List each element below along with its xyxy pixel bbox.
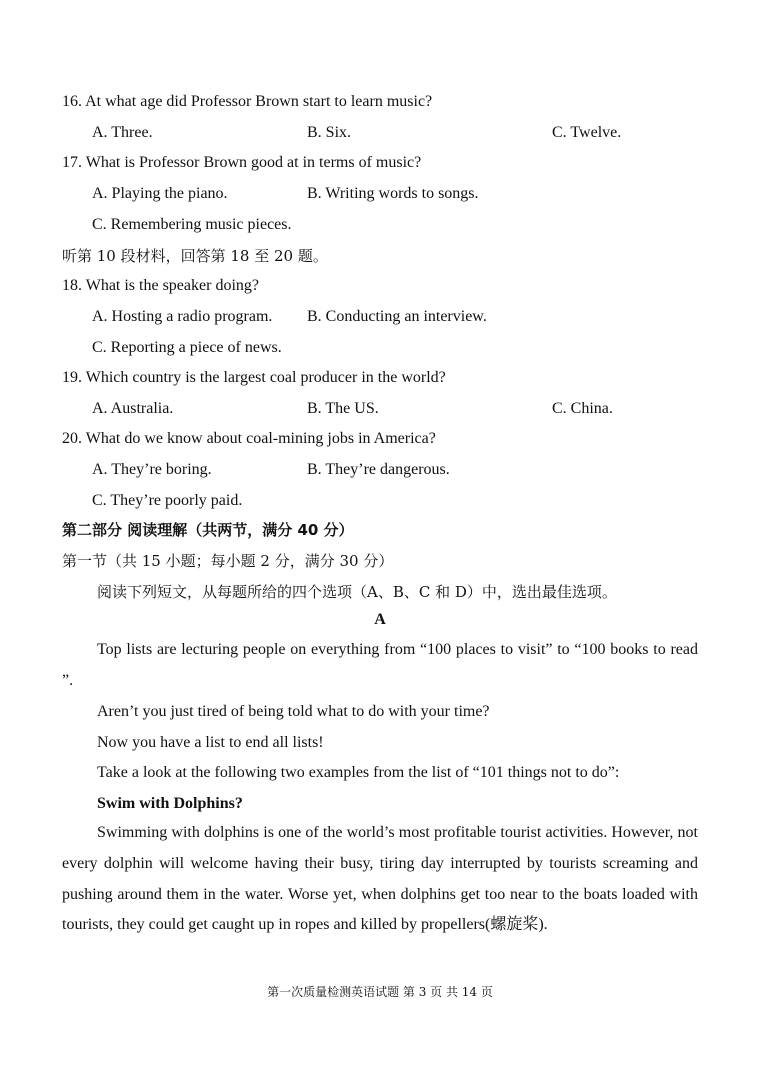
question-16-options bbox=[0, 123, 760, 143]
question-19-options bbox=[0, 399, 760, 419]
section-one-title: 第一节（共 15 小题；每小题 2 分，满分 30 分） bbox=[62, 552, 394, 570]
q18-option-b: B. Conducting an interview. bbox=[307, 308, 487, 325]
q17-option-b: B. Writing words to songs. bbox=[307, 185, 479, 202]
question-16-stem: 16. At what age did Professor Brown start to learn music? bbox=[62, 93, 433, 110]
question-18-stem: 18. What is the speaker doing? bbox=[62, 277, 259, 294]
reading-instruction: 阅读下列短文，从每题所给的四个选项（A、B、C 和 D）中，选出最佳选项。 bbox=[97, 583, 617, 601]
question-17-options-row1 bbox=[0, 184, 760, 204]
passage-paragraph-1: Top lists are lecturing people on everything from “100 places to visit” to “100 books to read ”. bbox=[62, 641, 698, 689]
passage-letter: A bbox=[374, 611, 386, 628]
listening-instruction-10: 听第 10 段材料，回答第 18 至 20 题。 bbox=[62, 247, 328, 265]
passage-subheading: Swim with Dolphins? bbox=[97, 795, 243, 812]
q19-option-c: C. China. bbox=[552, 400, 613, 417]
q20-option-c: C. They’re poorly paid. bbox=[92, 492, 243, 509]
q16-option-c: C. Twelve. bbox=[552, 124, 622, 141]
question-17-stem: 17. What is Professor Brown good at in terms of music? bbox=[62, 154, 422, 171]
question-19-stem: 19. Which country is the largest coal producer in the world? bbox=[62, 369, 446, 386]
q17-option-c: C. Remembering music pieces. bbox=[92, 216, 292, 233]
q20-option-a: A. They’re boring. bbox=[92, 461, 212, 478]
q19-option-a: A. Australia. bbox=[92, 400, 174, 417]
passage-paragraph-4: Take a look at the following two examples from the list of “101 things not to do”: bbox=[97, 764, 620, 781]
page-footer: 第一次质量检测英语试题 第 3 页 共 14 页 bbox=[267, 985, 493, 999]
part-two-title: 第二部分 阅读理解（共两节，满分 40 分） bbox=[62, 521, 354, 539]
q18-option-c: C. Reporting a piece of news. bbox=[92, 339, 282, 356]
question-18-options-row2 bbox=[0, 338, 760, 358]
passage-paragraph-2: Aren’t you just tired of being told what to do with your time? bbox=[97, 703, 490, 720]
q16-option-a: A. Three. bbox=[92, 124, 153, 141]
q19-option-b: B. The US. bbox=[307, 400, 379, 417]
q20-option-b: B. They’re dangerous. bbox=[307, 461, 450, 478]
passage-paragraph-3: Now you have a list to end all lists! bbox=[97, 734, 324, 751]
question-20-stem: 20. What do we know about coal-mining jobs in America? bbox=[62, 430, 436, 447]
passage-paragraph-5: Swimming with dolphins is one of the world’s most profitable tourist activities. However, not every dolphin will welcome having their busy, tiring day interrupted by tourists screaming and pushing around them in the water. Worse yet, when dolphins get too near to the boats loaded with tourists, they could get caught up in ropes and killed by propellers(螺旋桨). bbox=[62, 824, 698, 934]
question-20-options-row2 bbox=[0, 491, 760, 511]
question-17-options-row2 bbox=[0, 215, 760, 235]
q17-option-a: A. Playing the piano. bbox=[92, 185, 228, 202]
q16-option-b: B. Six. bbox=[307, 124, 352, 141]
question-20-options-row1 bbox=[0, 460, 760, 480]
q18-option-a: A. Hosting a radio program. bbox=[92, 308, 273, 325]
question-18-options-row1 bbox=[0, 307, 760, 327]
